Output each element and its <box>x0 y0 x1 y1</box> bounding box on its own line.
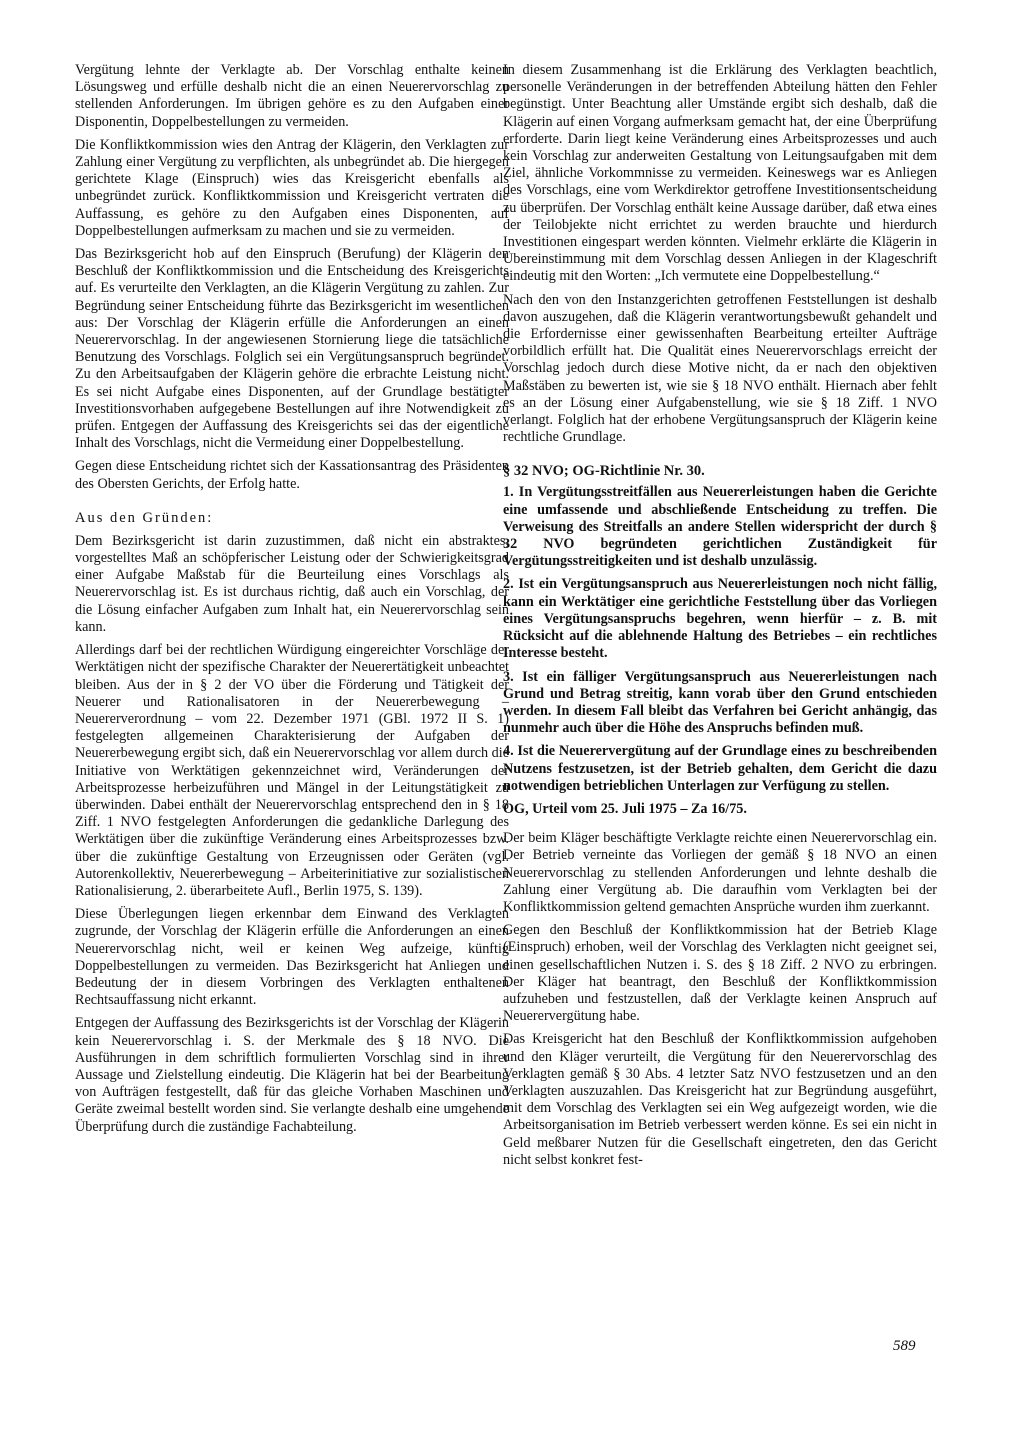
paragraph: Das Bezirksgericht hob auf den Einspruch (Berufung) der Klägerin den Beschluß der Konfliktkommission und die Entscheidung des Kreisgerichts auf. Es verurteilte den Verklagten, an die Klägerin Vergütung zu zahlen. Zur Begründung seiner Entscheidung führte das Bezirksgericht im wesentlichen aus: Der Vorschlag der Klägerin erfülle die Anforderungen an einen Neuerervorschlag. In der angewiesenen Stornierung liege die tatsächliche Benutzung des Vorschlags. Folglich sei ein Vergütungsanspruch begründet. Zu den Arbeitsaufgaben der Klägerin gehöre die erbrachte Leistung nicht. Es sei nicht Aufgabe eines Disponenten, auf der Grundlage bestätigter Investitionsvorhaben aufgegebene Bestellungen auf ihre Notwendigkeit zu prüfen. Entgegen der Auffassung des Kreisgerichts sei das der eigentliche Inhalt des Vorschlags, nicht die Vermeidung einer Doppelbestellung. <box>75 246 509 452</box>
statute-heading: § 32 NVO; OG-Richtlinie Nr. 30. <box>503 463 705 480</box>
paragraph: Der beim Kläger beschäftigte Verklagte reichte einen Neuerervorschlag ein. Der Betrieb verneinte das Vorliegen der gemäß § 18 NVO an einen Neuerervorschlag zu stellenden Anforderungen und lehnte deshalb die Zahlung einer Vergütung ab. Die daraufhin vom Verklagten bei der Konfliktkommission geltend gemachten Ansprüche wurden ihm zuerkannt. <box>503 830 937 915</box>
paragraph: Das Kreisgericht hat den Beschluß der Konfliktkommission aufgehoben und den Kläger verurteilt, die Vergütung für den Neuerervorschlag des Verklagten gemäß § 30 Abs. 4 letzter Satz NVO festzusetzen und an den Verklagten auszuzahlen. Das Kreisgericht hat zur Begründung ausgeführt, mit dem Vorschlag des Verklagten sei ein Weg aufgezeigt worden, wie die Arbeitsorganisation im Betrieb verbessert werden könne. Es sei ein nicht in Geld meßbarer Nutzen für die Gesellschaft eingetreten, den das Gericht nicht selbst konkret fest- <box>503 1031 937 1168</box>
right-column <box>503 62 937 1175</box>
paragraph: Vergütung lehnte der Verklagte ab. Der Vorschlag enthalte keinen Lösungsweg und erfülle deshalb nicht die an einen Neuerervorschlag zu stellenden Anforderungen. Im übrigen gehöre es zu den Aufgaben einer Disponentin, Doppelbestellungen zu vermeiden. <box>75 62 509 130</box>
paragraph: Entgegen der Auffassung des Bezirksgerichts ist der Vorschlag der Klägerin kein Neuerervorschlag i. S. der Merkmale des § 18 NVO. Die Ausführungen in dem schriftlich formulierten Vorschlag sind in ihrer Aussage und Zielstellung eindeutig. Die Klägerin hat bei der Bearbeitung von Aufträgen festgestellt, daß für das gleiche Vorhaben Maschinen und Geräte zweimal bestellt worden sind. Sie verlangte deshalb eine umgehende Überprüfung durch die zuständige Fachabteilung. <box>75 1015 509 1135</box>
headnote-1: 1. In Vergütungsstreitfällen aus Neuererleistungen haben die Gerichte eine umfassende und abschließende Entscheidung zu treffen. Die Verweisung des Streitfalls an andere Stellen widerspricht der durch § 32 NVO begründeten gerichtlichen Zuständigkeit für Vergütungsstreitigkeiten und ist deshalb unzulässig. <box>503 484 937 570</box>
section-heading: Aus den Gründen: <box>75 509 214 526</box>
paragraph: Gegen den Beschluß der Konfliktkommission hat der Betrieb Klage (Einspruch) erhoben, weil der Vorschlag des Verklagten nicht geeignet sei, einen gesellschaftlichen Nutzen i. S. des § 18 Ziff. 2 NVO zu erbringen. Der Kläger hat beantragt, den Beschluß der Konfliktkommission aufzuheben und festzustellen, daß der Verklagte keinen Anspruch auf Neuerervergütung habe. <box>503 922 937 1025</box>
paragraph: Allerdings darf bei der rechtlichen Würdigung eingereichter Vorschläge der Werktätigen nicht der spezifische Charakter der Neuerertätigkeit unbeachtet bleiben. Aus der in § 2 der VO über die Förderung und Tätigkeit der Neuerer und Rationalisatoren in der Neuererbewegung – Neuererverordnung – vom 22. Dezember 1971 (GBl. 1972 II S. 1) festgelegten allgemeinen Charakterisierung der Aufgaben der Neuererbewegung ergibt sich, daß ein Neuerervorschlag vor allem durch die Initiative von Werktätigen gekennzeichnet wird, Veränderungen der Arbeitsprozesse herbeizuführen und Mängel in der Leitungstätigkeit zu überwinden. Dabei enthält der Neuerervorschlag entsprechend den in § 18 Ziff. 1 NVO festgelegten Anforderungen die gedankliche Darlegung des Werktätigen über die zukünftige Veränderung eines Arbeitsprozesses bzw. über die zukünftige Gestaltung von Erzeugnissen oder Geräten (vgl. Autorenkollektiv, Neuererbewegung – Arbeiterinitiative zur sozialistischen Rationalisierung, 2. überarbeitete Aufl., Berlin 1975, S. 139). <box>75 642 509 899</box>
paragraph: Gegen diese Entscheidung richtet sich der Kassationsantrag des Präsidenten des Obersten Gerichts, der Erfolg hatte. <box>75 458 509 492</box>
paragraph: Die Konfliktkommission wies den Antrag der Klägerin, den Verklagten zur Zahlung einer Vergütung zu verpflichten, als unbegründet ab. Die hiergegen gerichtete Klage (Einspruch) wies das Kreisgericht ebenfalls als unbegründet zurück. Konfliktkommission und Kreisgericht vertraten die Auffassung, es gehöre zu den Aufgaben eines Disponenten, auf Doppelbestellungen aufmerksam zu machen und sie zu vermeiden. <box>75 136 509 239</box>
case-citation: OG, Urteil vom 25. Juli 1975 – Za 16/75. <box>503 800 747 817</box>
paragraph: Nach den von den Instanzgerichten getroffenen Feststellungen ist deshalb davon auszugehen, daß die Klägerin verantwortungsbewußt gehandelt und die Erfordernisse einer gewissenhaften Bearbeitung erteilter Aufträge vorbildlich erfüllt hat. Die Qualität eines Neuerervorschlags erreicht der Vorschlag jedoch durch diese Motive nicht, da er nach den objektiven Maßstäben zu bewerten ist, wie sie § 18 NVO enthält. Hiernach aber fehlt es an der Lösung einer Aufgabenstellung, wie sie § 18 Ziff. 1 NVO verlangt. Folglich hat der erhobene Vergütungsanspruch der Klägerin keine rechtliche Grundlage. <box>503 291 937 446</box>
headnote-2: 2. Ist ein Vergütungsanspruch aus Neuererleistungen noch nicht fällig, kann ein Werktätiger eine gerichtliche Feststellung über das Vorliegen eines Vergütungsanspruchs begehren, wenn hierfür – z. B. mit Rücksicht auf die ablehnende Haltung des Betriebes – ein rechtliches Interesse besteht. <box>503 576 937 662</box>
page-number: 589 <box>893 1338 916 1354</box>
left-column <box>75 62 509 1142</box>
paragraph: Diese Überlegungen liegen erkennbar dem Einwand des Verklagten zugrunde, der Vorschlag der Klägerin erfülle die Anforderungen an einen Neuerervorschlag nicht, weil er keinen Weg aufzeige, künftig Doppelbestellungen zu vermeiden. Das Bezirksgericht hat Anliegen und Bedeutung der in diesem Vorbringen des Verklagten enthaltenen Rechtsauffassung nicht erkannt. <box>75 906 509 1009</box>
paragraph: In diesem Zusammenhang ist die Erklärung des Verklagten beachtlich, personelle Veränderungen in der betreffenden Abteilung hätten den Fehler begünstigt. Unter Beachtung aller Umstände ergibt sich deshalb, daß die Klägerin auf einen Vorgang aufmerksam gemacht hat, der eine Überprüfung erforderte. Darin liegt keine Veränderung eines Arbeitsprozesses und auch kein Vorschlag zur anderweiten Gestaltung von Leitungsaufgaben mit dem Ziel, ähnliche Vorkommnisse zu vermeiden. Keineswegs war es Anliegen des Vorschlags, eine vom Werkdirektor getroffene Investitionsentscheidung zu überprüfen. Der Vorschlag enthält keine Aussage darüber, daß etwa eines der Teilobjekte nicht errichtet zu werden brauchte und hierdurch Investitionen eingespart werden könnten. Vielmehr erklärte die Klägerin in Übereinstimmung mit dem Vorschlag dessen Anliegen in der Klageschrift eindeutig mit den Worten: „Ich vermutete eine Doppelbestellung.“ <box>503 62 937 285</box>
headnote-3: 3. Ist ein fälliger Vergütungsanspruch aus Neuererleistungen nach Grund und Betrag streitig, kann vorab über den Grund entschieden werden. In diesem Fall bleibt das Verfahren bei Gericht anhängig, das nunmehr auch über die Höhe des Anspruchs befinden muß. <box>503 668 937 737</box>
paragraph: Dem Bezirksgericht ist darin zuzustimmen, daß nicht ein abstraktes, vorgestelltes Maß an schöpferischer Leistung oder der Schwierigkeitsgrad einer Aufgabe Maßstab für die Beurteilung eines Vorschlags als Neuerervorschlag ist. Es ist durchaus richtig, daß auch ein Vorschlag, der die Lösung einfacher Aufgaben zum Inhalt hat, ein Neuerervorschlag sein kann. <box>75 532 509 635</box>
headnote-4: 4. Ist die Neuerervergütung auf der Grundlage eines zu beschreibenden Nutzens festzusetzen, ist der Betrieb gehalten, dem Gericht die dazu notwendigen betrieblichen Unterlagen zur Verfügung zu stellen. <box>503 743 937 794</box>
